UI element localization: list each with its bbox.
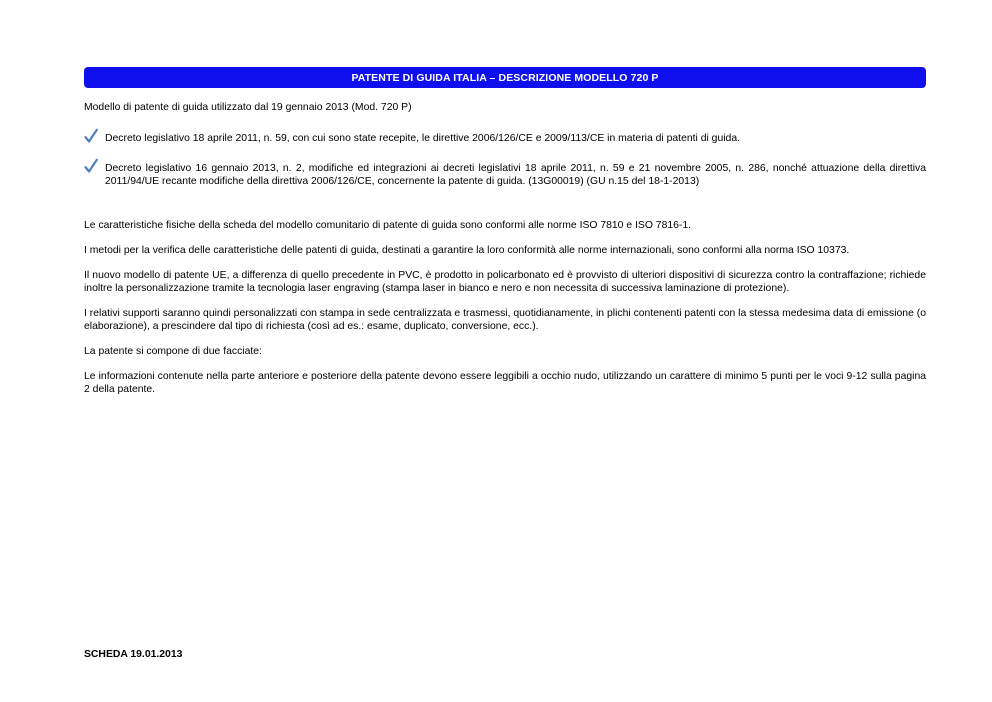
intro-text: Modello di patente di guida utilizzato dal 19 gennaio 2013 (Mod. 720 P) xyxy=(84,102,412,113)
document-body xyxy=(84,101,926,396)
page-title: PATENTE DI GUIDA ITALIA – DESCRIZIONE MODELLO 720 P xyxy=(351,71,659,84)
checklist-item-text: Decreto legislativo 16 gennaio 2013, n. 2, modifiche ed integrazioni ai decreti legislativi 18 aprile 2011, n. 59 e 21 novembre 2005, n. 286, nonché attuazione della direttiva 2011/94/UE recante modifiche della direttiva 2006/126/CE, concernente la patente di guida. (13G00019) (GU n.15 del 18-1-2013) xyxy=(105,163,926,187)
checklist-item xyxy=(84,132,926,145)
paragraph-readability: Le informazioni contenute nella parte anteriore e posteriore della patente devono essere leggibili a occhio nudo, utilizzando un carattere di minimo 5 punti per le voci 9-12 sulla pagina 2 della patente. xyxy=(84,371,926,395)
paragraph-two-sides: La patente si compone di due facciate: xyxy=(84,346,262,357)
checklist-item-text: Decreto legislativo 18 aprile 2011, n. 59, con cui sono state recepite, le direttive 2006/126/CE e 2009/113/CE in materia di patenti di guida. xyxy=(105,133,740,144)
paragraph-personalization: I relativi supporti saranno quindi personalizzati con stampa in sede centralizzata e trasmessi, quotidianamente, in plichi contenenti patenti con la stessa medesima data di emissione (o elaborazione), a prescindere dal tipo di richiesta (così ad es.: esame, duplicato, conversione, ecc.). xyxy=(84,308,926,332)
title-banner xyxy=(84,67,926,88)
paragraph-new-model: Il nuovo modello di patente UE, a differenza di quello precedente in PVC, è prodotto in policarbonato ed è provvisto di ulteriori dispositivi di sicurezza contro la contraffazione; richiede inoltre la personalizzazione tramite la tecnologia laser engraving (stampa laser in bianco e nero e non necessita di successiva laminazione di protezione). xyxy=(84,270,926,294)
checkmark-icon xyxy=(84,158,98,174)
footer-label: SCHEDA 19.01.2013 xyxy=(84,649,183,660)
checklist-item xyxy=(84,162,926,188)
paragraph-verification-methods: I metodi per la verifica delle caratteristiche delle patenti di guida, destinati a garantire la loro conformità alle norme internazionali, sono conformi alla norma ISO 10373. xyxy=(84,245,850,256)
checkmark-icon xyxy=(84,128,98,144)
paragraph-iso-norms: Le caratteristiche fisiche della scheda del modello comunitario di patente di guida sono conformi alle norme ISO 7810 e ISO 7816-1. xyxy=(84,220,692,231)
